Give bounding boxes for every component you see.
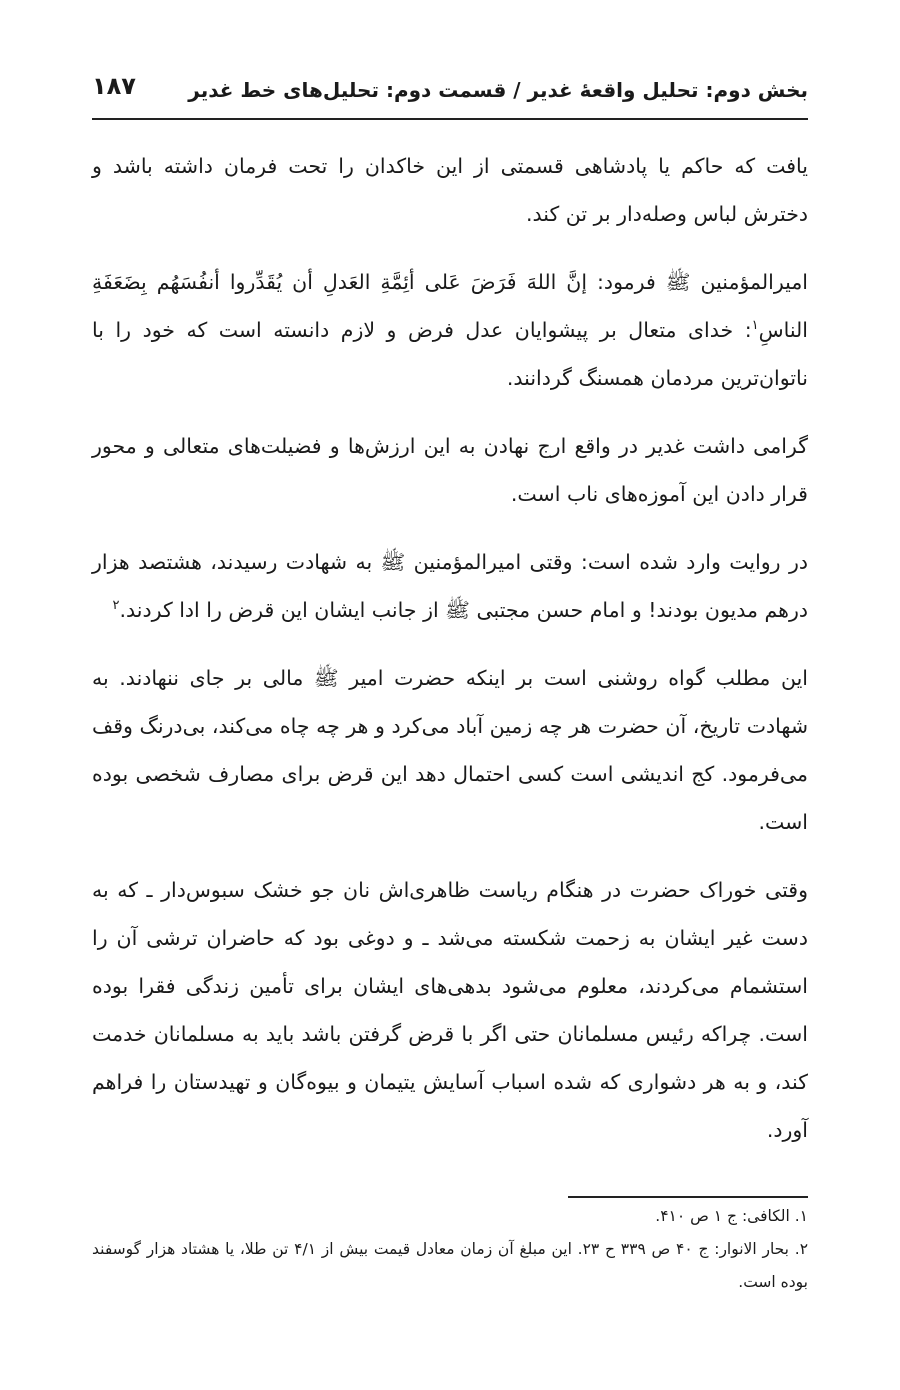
running-header bbox=[92, 60, 808, 120]
paragraph-text: در روایت وارد شده است: وقتی امیرالمؤمنین ﷺ به شهادت رسیدند، هشتصد هزار درهم مدیون بودند! و امام حسن مجتبی ﷺ از جانب ایشان این قرض را ادا کردند. bbox=[92, 550, 808, 622]
paragraph-text: امیرالمؤمنین ﷺ فرمود: إنَّ اللهَ فَرَضَ عَلی أئِمَّةِ العَدلِ أن یُقَدِّروا أنفُسَهُم بِضَعَفَةِ الناسِ bbox=[92, 270, 808, 342]
paragraph-2 bbox=[92, 258, 808, 402]
page-number: ۱۸۷ bbox=[92, 72, 136, 100]
paragraph-text-continued: : خدای متعال بر پیشوایان عدل فرض و لازم دانسته است که خود را با ناتوان‌ترین مردمان همسنگ گردانند. bbox=[92, 318, 808, 390]
book-page bbox=[92, 60, 808, 1380]
footnote-marker[interactable]: ۲ bbox=[112, 598, 120, 614]
paragraph-6 bbox=[92, 866, 808, 1154]
main-text bbox=[92, 142, 808, 1154]
paragraph-3 bbox=[92, 422, 808, 518]
paragraph-5 bbox=[92, 654, 808, 846]
footnote-marker[interactable]: ۱ bbox=[751, 318, 759, 334]
paragraph-text: گرامی داشت غدیر در واقع ارج نهادن به این ارزش‌ها و فضیلت‌های متعالی و محور قرار دادن این آموزه‌های ناب است. bbox=[92, 434, 808, 506]
paragraph-1 bbox=[92, 142, 808, 238]
header-title: بخش دوم: تحلیل واقعهٔ غدیر / قسمت دوم: تحلیل‌های خط غدیر bbox=[188, 78, 808, 102]
footnote-2: ۲. بحار الانوار: ج ۴۰ ص ۳۳۹ ح ۲۳. این مبلغ آن زمان معادل قیمت بیش از ۴/۱ تن طلا، یا هشتاد هزار گوسفند بوده است. bbox=[92, 1240, 809, 1291]
footnote-1: ۱. الکافی: ج ۱ ص ۴۱۰. bbox=[655, 1207, 808, 1225]
paragraph-4 bbox=[92, 538, 808, 634]
footnote-divider bbox=[568, 1196, 808, 1198]
footnotes bbox=[92, 1200, 808, 1299]
paragraph-text: وقتی خوراک حضرت در هنگام ریاست ظاهری‌اش نان جو خشک سبوس‌دار ـ که به دست غیر ایشان به زحمت شکسته می‌شد ـ و دوغی بود که حاضران ترشی آن را استشمام می‌کردند، معلوم می‌شود بدهی‌های ایشان برای تأمین زندگی فقرا بوده است. چراکه رئیس مسلمانان حتی اگر با قرض گرفتن باشد باید به مسلمانان خدمت کند، و به هر دشواری که شده اسباب آسایش یتیمان و بیوه‌گان و تهیدستان را فراهم آورد. bbox=[92, 878, 808, 1142]
paragraph-text: این مطلب گواه روشنی است بر اینکه حضرت امیر ﷺ مالی بر جای ننهادند. به شهادت تاریخ، آن حضرت هر چه زمین آباد می‌کرد و هر چه چاه می‌کند، بی‌درنگ وقف می‌فرمود. کج اندیشی است کسی احتمال دهد این قرض برای مصارف شخصی بوده است. bbox=[92, 666, 808, 834]
paragraph-text: یافت که حاکم یا پادشاهی قسمتی از این خاکدان را تحت فرمان داشته باشد و دخترش لباس وصله‌دار بر تن کند. bbox=[92, 154, 808, 226]
